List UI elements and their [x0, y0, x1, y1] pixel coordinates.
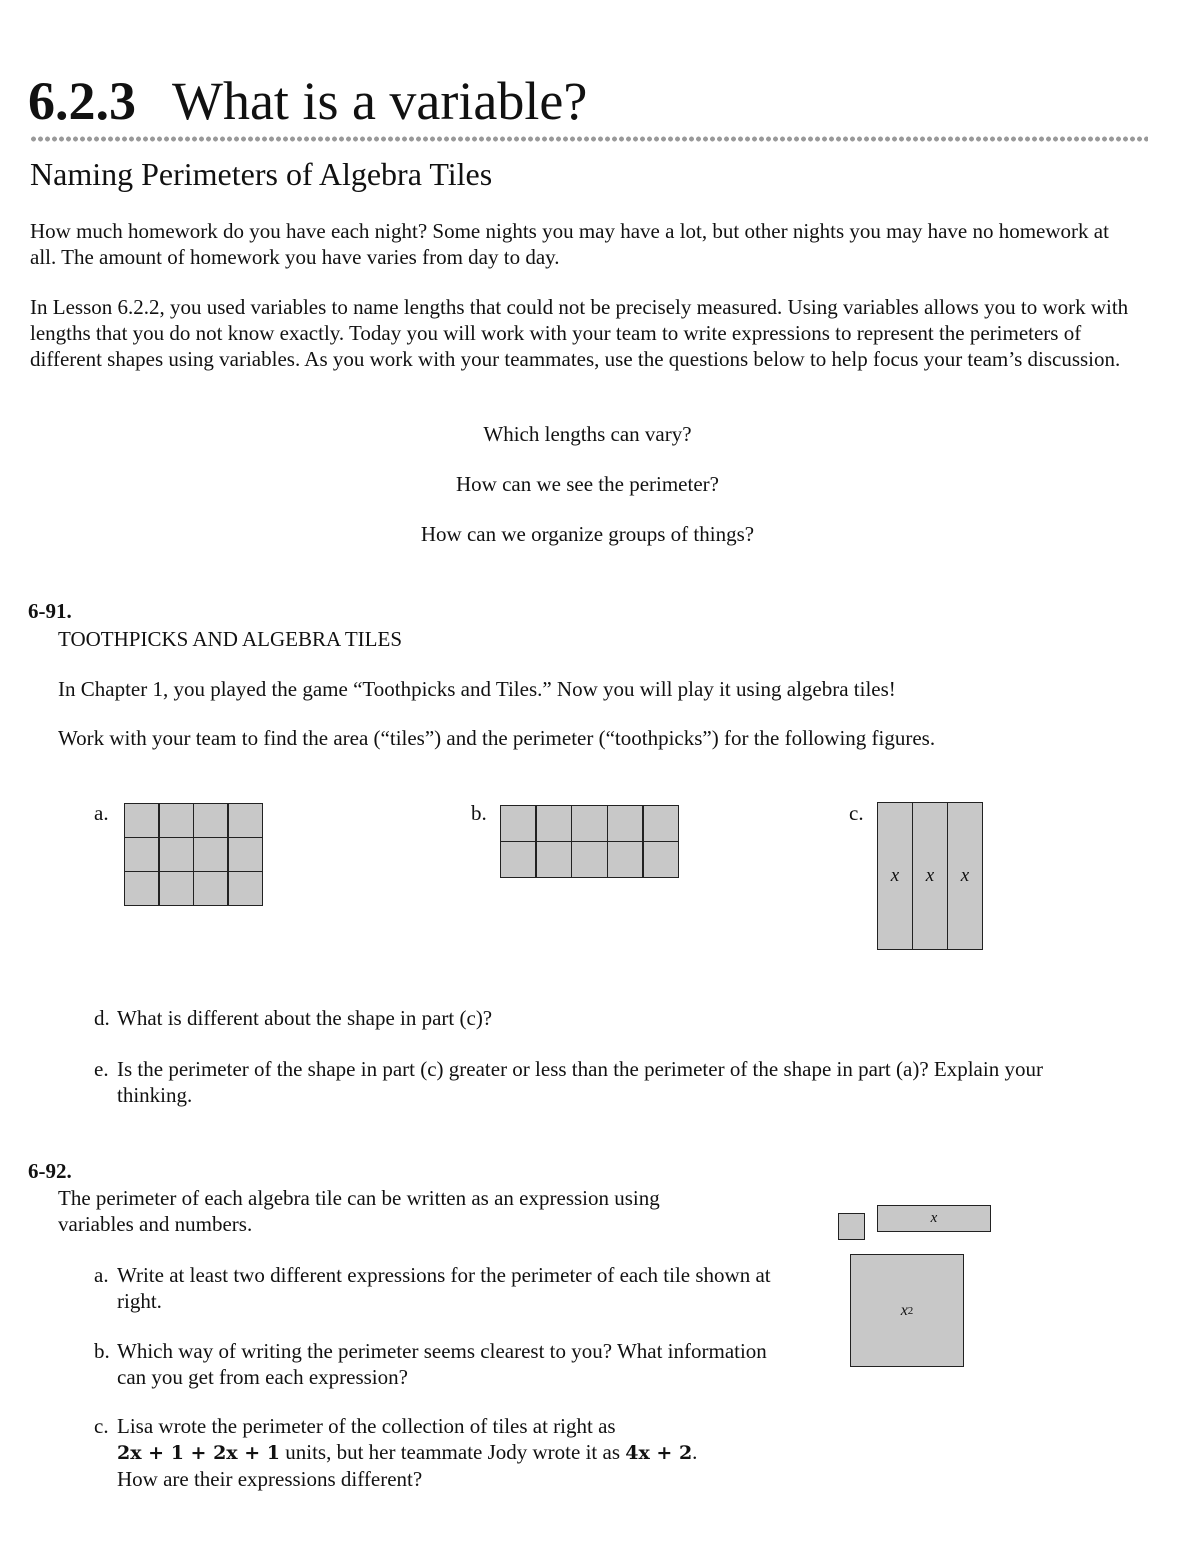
unit-tile-cell: [229, 804, 262, 837]
x-squared-exponent: 2: [907, 1304, 914, 1317]
intro-paragraph-2: In Lesson 6.2.2, you used variables to name lengths that could not be precisely measured. Using variables allows you to work with lengths that you do not know exactly. Today you will work with your team to write expressions to represent the perimeters of different shapes using variables. As you work with your teammates, use the questions below to help focus your team’s discussion.: [30, 295, 1129, 371]
x-tile-horizontal: x: [877, 1205, 991, 1232]
guiding-question: Which lengths can vary?: [483, 422, 692, 446]
unit-tile-cell: [194, 838, 227, 871]
item-text: Is the perimeter of the shape in part (c) greater or less than the perimeter of the shape in part (a)? Explain your thinking.: [117, 1057, 1043, 1107]
item-label: e.: [94, 1057, 109, 1081]
intro-paragraph-1: How much homework do you have each night? Some nights you may have a lot, but other nights you may have no homework at all. The amount of homework you have varies from day to day.: [30, 219, 1109, 269]
x-squared-base: x: [900, 1301, 908, 1319]
problem-text: Work with your team to find the area (“tiles”) and the perimeter (“toothpicks”) for the following figures.: [58, 726, 936, 750]
guiding-question: How can we organize groups of things?: [420, 522, 755, 546]
unit-tile-cell: [501, 806, 535, 841]
unit-tile-cell: [644, 842, 678, 877]
lesson-number: 6.2.3: [28, 71, 136, 131]
question-item-b: [94, 1338, 774, 1390]
unit-tile: [838, 1213, 865, 1240]
item-text: Write at least two different expressions for the perimeter of each tile shown at right.: [117, 1263, 771, 1313]
item-text-part: .: [692, 1440, 698, 1464]
item-label: c.: [94, 1414, 109, 1438]
item-text-part: Lisa wrote the perimeter of the collection of tiles at right as: [117, 1414, 616, 1438]
problem-heading: TOOTHPICKS AND ALGEBRA TILES: [58, 627, 403, 651]
unit-tile-cell: [125, 804, 158, 837]
unit-tile-cell: [160, 872, 193, 905]
figure-label-b: b.: [471, 801, 487, 825]
unit-tile-cell: [160, 804, 193, 837]
dotted-divider: [30, 135, 1148, 143]
item-label: d.: [94, 1006, 110, 1030]
x-squared-tile: [850, 1254, 964, 1367]
item-text-part: How are their expressions different?: [117, 1467, 423, 1491]
x-tile: x: [947, 802, 983, 950]
unit-tile-cell: [194, 872, 227, 905]
unit-tile-cell: [608, 806, 642, 841]
x-tile: x: [912, 802, 948, 950]
lesson-title-text: What is a variable?: [172, 71, 588, 131]
unit-tile-cell: [537, 806, 571, 841]
problem-number: 6-92.: [28, 1159, 72, 1183]
question-item-c: [94, 1413, 774, 1492]
unit-tile-cell: [608, 842, 642, 877]
unit-tile-cell: [537, 842, 571, 877]
unit-tile-cell: [501, 842, 535, 877]
item-label: a.: [94, 1263, 109, 1287]
unit-tile-cell: [644, 806, 678, 841]
unit-tile-cell: [229, 838, 262, 871]
unit-tile-figure-b: [500, 805, 679, 878]
problem-number: 6-91.: [28, 599, 72, 623]
unit-tile-cell: [125, 872, 158, 905]
unit-tile-cell: [125, 838, 158, 871]
item-text-part: units, but her teammate Jody wrote it as: [279, 1440, 626, 1464]
question-item-e: [94, 1056, 1114, 1108]
problem-text: In Chapter 1, you played the game “Toothpicks and Tiles.” Now you will play it using algebra tiles!: [58, 677, 896, 701]
unit-tile-cell: [229, 872, 262, 905]
problem-text: The perimeter of each algebra tile can be written as an expression using variables and numbers.: [58, 1186, 660, 1236]
section-subtitle: Naming Perimeters of Algebra Tiles: [30, 156, 493, 192]
figure-label-c: c.: [849, 801, 864, 825]
x-tile: x: [877, 802, 913, 950]
question-item-d: [94, 1005, 1134, 1031]
question-item-a: [94, 1262, 774, 1314]
guiding-question: How can we see the perimeter?: [456, 472, 719, 496]
expression-jody: 4x + 2: [625, 1442, 693, 1464]
item-label: b.: [94, 1339, 110, 1363]
lesson-title: [28, 70, 587, 132]
unit-tile-cell: [572, 842, 606, 877]
unit-tile-cell: [160, 838, 193, 871]
item-text: What is different about the shape in part (c)?: [117, 1006, 493, 1030]
unit-tile-cell: [572, 806, 606, 841]
expression-lisa: 2x + 1 + 2x + 1: [117, 1442, 280, 1464]
item-text: [117, 1413, 774, 1492]
unit-tile-figure-a: [124, 803, 263, 906]
unit-tile-cell: [194, 804, 227, 837]
item-text: Which way of writing the perimeter seems clearest to you? What information can you get from each expression?: [117, 1339, 767, 1389]
figure-label-a: a.: [94, 801, 109, 825]
